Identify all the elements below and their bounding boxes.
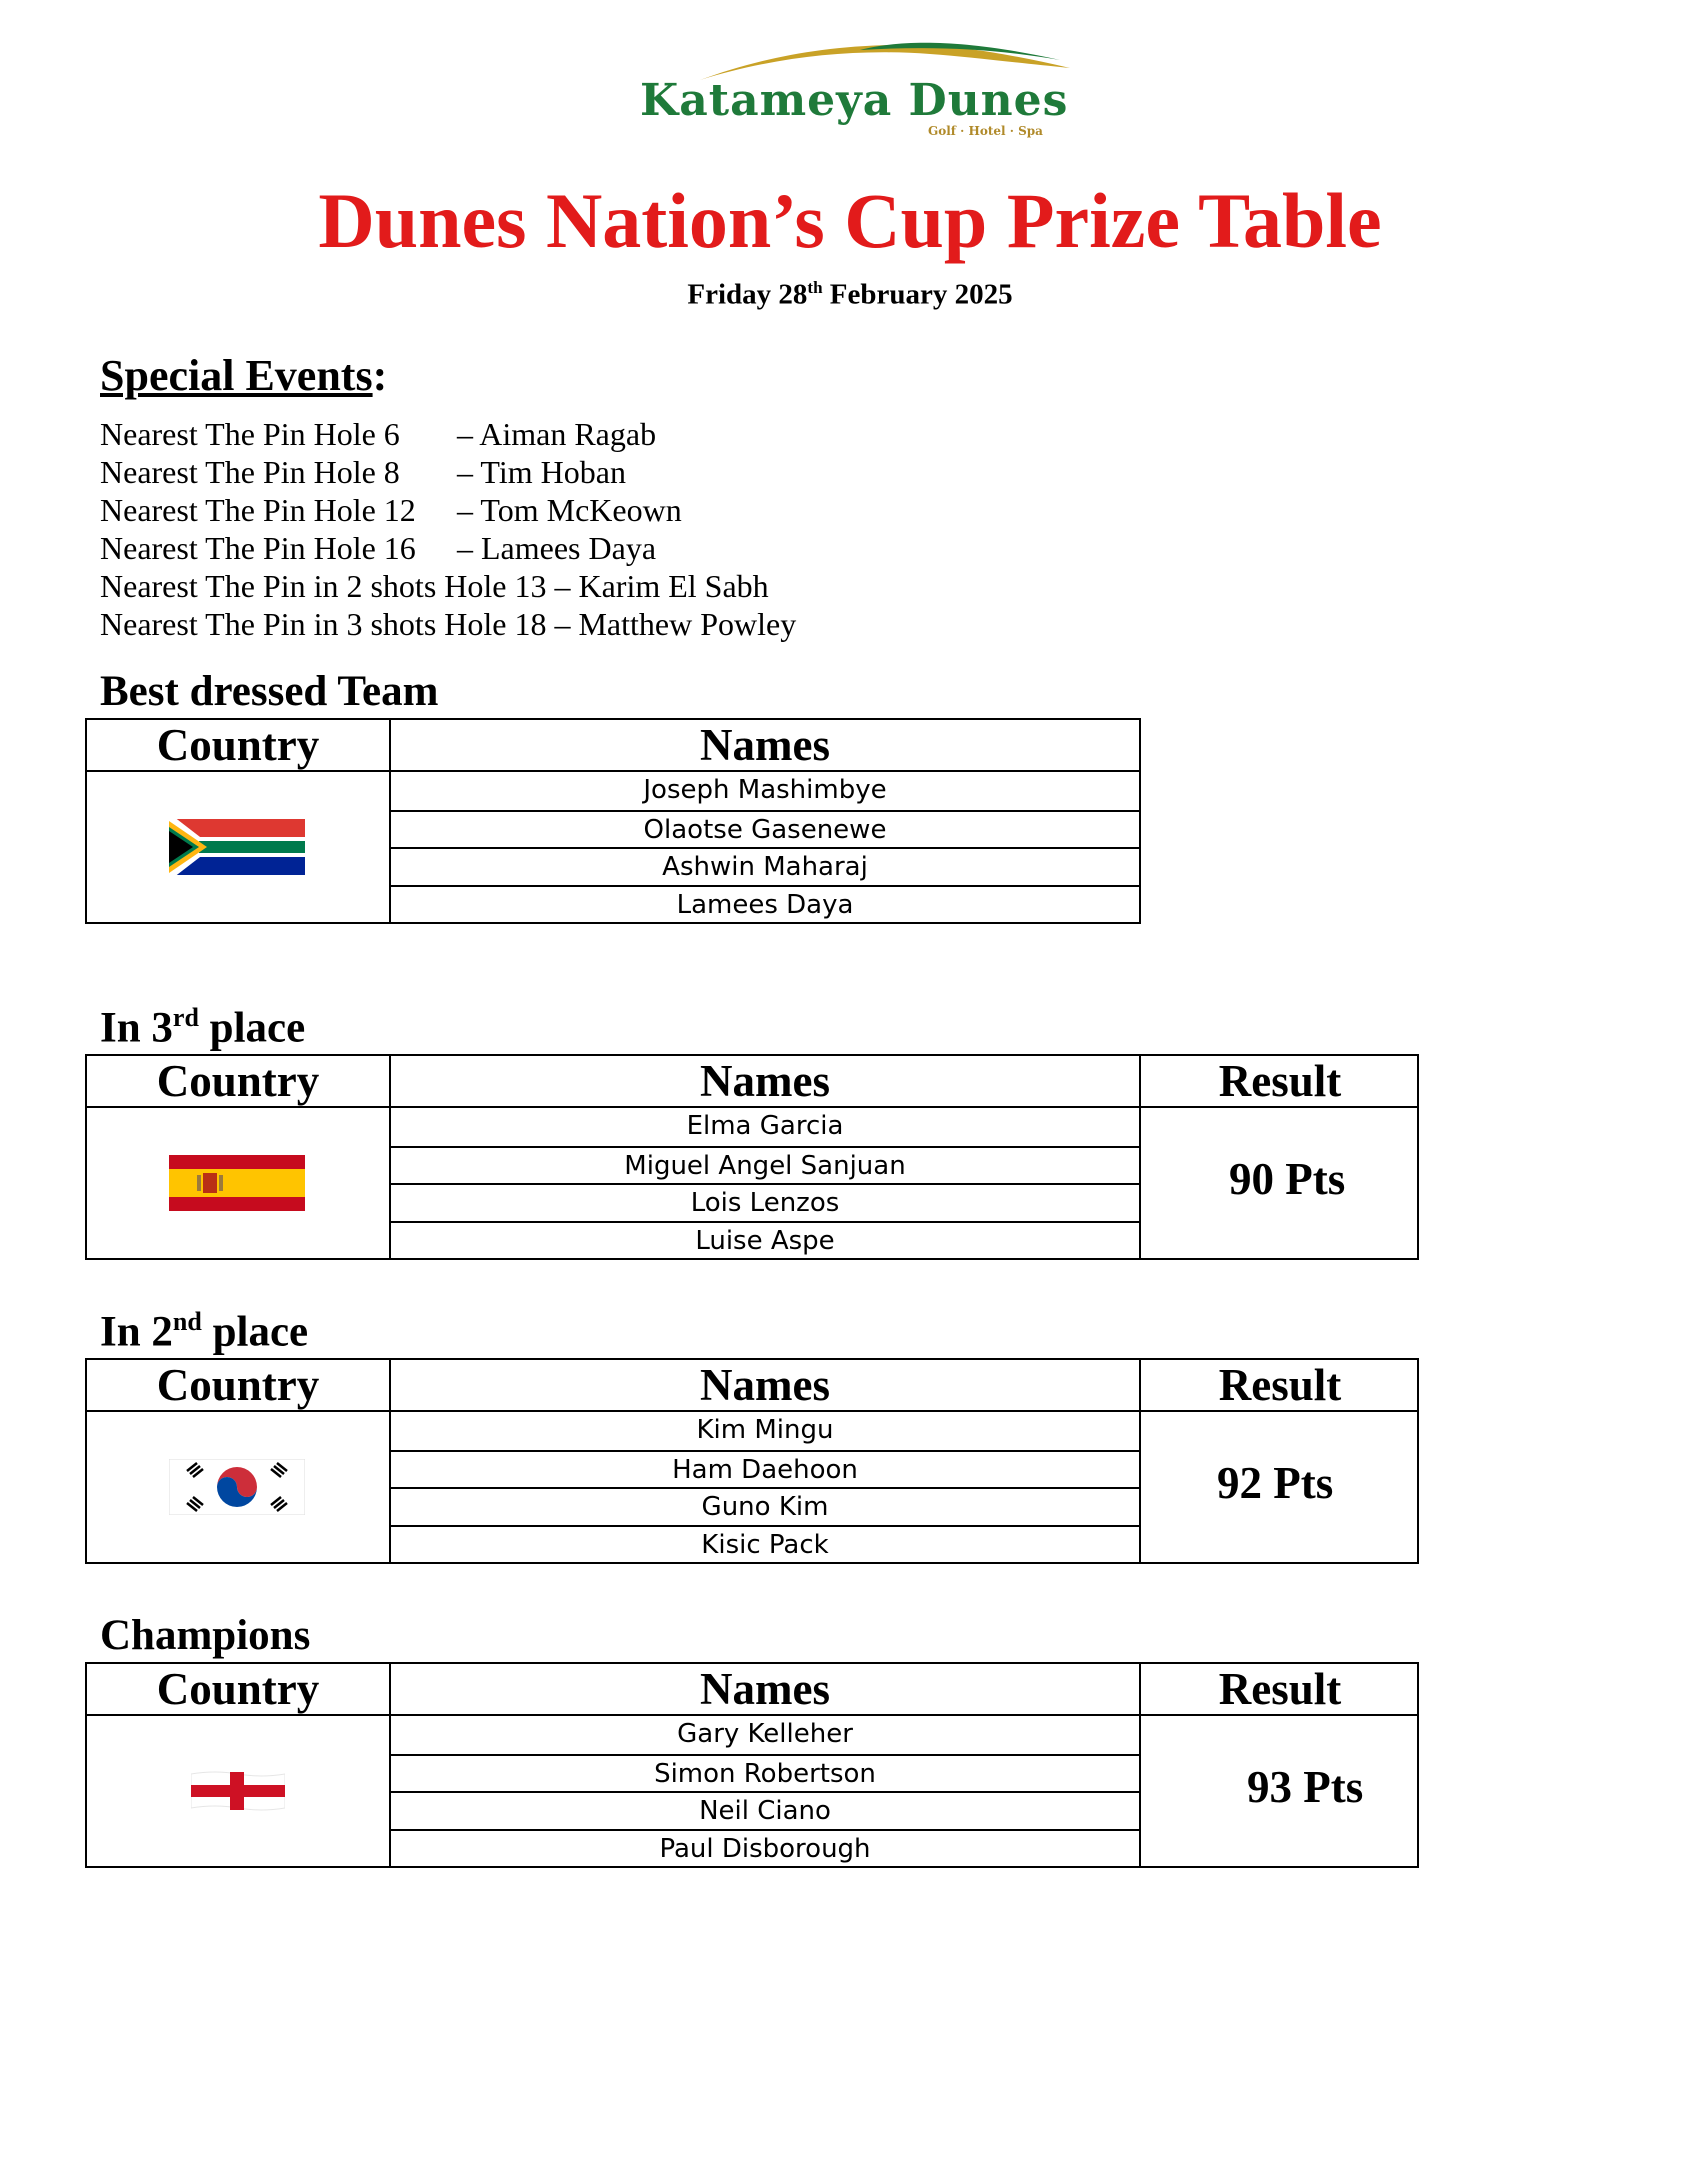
result-column bbox=[1139, 1716, 1419, 1866]
date-rest: February 2025 bbox=[822, 278, 1013, 311]
names-column bbox=[389, 772, 1139, 922]
event-label: Nearest The Pin Hole 8 bbox=[100, 454, 400, 490]
special-events-colon: : bbox=[372, 351, 388, 400]
names-column bbox=[389, 1716, 1139, 1866]
names-header: Names bbox=[389, 1360, 1139, 1410]
country-cell bbox=[87, 1716, 389, 1866]
result-header: Result bbox=[1139, 1360, 1419, 1410]
spain-flag-icon bbox=[169, 1155, 305, 1211]
second-heading-ordinal: nd bbox=[172, 1307, 202, 1336]
south-korea-flag-icon bbox=[169, 1459, 305, 1515]
event-winner: – Karim El Sabh bbox=[554, 568, 769, 604]
katameya-dunes-logo bbox=[630, 40, 1090, 145]
second-place-heading bbox=[100, 1307, 308, 1356]
team-member-name: Miguel Angel Sanjuan bbox=[391, 1146, 1139, 1184]
team-member-name: Luise Aspe bbox=[391, 1221, 1139, 1259]
logo-name: Katameya Dunes bbox=[640, 75, 1069, 126]
special-event-item bbox=[100, 605, 796, 643]
team-member-name: Joseph Mashimbye bbox=[643, 775, 887, 805]
special-event-item bbox=[100, 529, 796, 567]
south-africa-flag-icon bbox=[169, 819, 305, 875]
special-events-heading bbox=[100, 350, 387, 401]
event-date bbox=[0, 278, 1700, 312]
third-heading-ordinal: rd bbox=[172, 1003, 199, 1032]
logo-tagline: Golf · Hotel · Spa bbox=[928, 124, 1043, 138]
special-event-item bbox=[100, 453, 796, 491]
team-member-name: Simon Robertson bbox=[391, 1754, 1139, 1792]
special-events-list bbox=[100, 415, 796, 643]
names-column bbox=[389, 1108, 1139, 1258]
event-label: Nearest The Pin Hole 16 bbox=[100, 530, 416, 566]
event-label: Nearest The Pin Hole 12 bbox=[100, 492, 416, 528]
third-place-table bbox=[85, 1054, 1419, 1260]
event-label: Nearest The Pin Hole 6 bbox=[100, 416, 400, 452]
champions-table bbox=[85, 1662, 1419, 1868]
country-header: Country bbox=[156, 1664, 320, 1714]
date-prefix: Friday 28 bbox=[687, 278, 808, 311]
second-heading-place: place bbox=[201, 1308, 309, 1356]
team-member-name: Paul Disborough bbox=[391, 1829, 1139, 1867]
best-dressed-heading: Best dressed Team bbox=[100, 668, 439, 715]
country-cell bbox=[87, 1412, 389, 1562]
third-heading-place: place bbox=[198, 1004, 306, 1052]
special-event-item bbox=[100, 415, 796, 453]
event-winner: – Aiman Ragab bbox=[457, 416, 657, 452]
team-member-name: Lamees Daya bbox=[391, 885, 1139, 923]
special-event-item bbox=[100, 567, 796, 605]
result-value: 93 Pts bbox=[1247, 1762, 1364, 1812]
special-events-title: Special Events bbox=[100, 351, 373, 400]
event-winner: – Matthew Powley bbox=[554, 606, 797, 642]
best-dressed-table bbox=[85, 718, 1141, 924]
team-member-name: Lois Lenzos bbox=[391, 1183, 1139, 1221]
third-place-heading bbox=[100, 1003, 305, 1052]
date-ordinal: th bbox=[807, 278, 823, 297]
second-heading-text: In 2 bbox=[100, 1308, 173, 1356]
names-header: Names bbox=[389, 1056, 1139, 1106]
team-member-name: Gary Kelleher bbox=[677, 1719, 853, 1749]
team-member-name: Ashwin Maharaj bbox=[391, 847, 1139, 885]
event-label: Nearest The Pin in 2 shots Hole 13 bbox=[100, 568, 547, 604]
team-member-name: Elma Garcia bbox=[686, 1111, 844, 1141]
team-member-name: Guno Kim bbox=[391, 1487, 1139, 1525]
names-header: Names bbox=[389, 720, 1139, 770]
team-member-name: Ham Daehoon bbox=[391, 1450, 1139, 1488]
result-value: 90 Pts bbox=[1229, 1154, 1346, 1204]
event-winner: – Tom McKeown bbox=[457, 492, 682, 528]
team-member-name: Olaotse Gasenewe bbox=[391, 810, 1139, 848]
result-column bbox=[1139, 1412, 1419, 1562]
country-cell bbox=[87, 1108, 389, 1258]
result-value: 92 Pts bbox=[1217, 1458, 1334, 1508]
england-flag-icon bbox=[191, 1770, 285, 1812]
country-header: Country bbox=[156, 1360, 320, 1410]
third-heading-text: In 3 bbox=[100, 1004, 173, 1052]
champions-heading: Champions bbox=[100, 1612, 311, 1659]
country-header: Country bbox=[156, 1056, 320, 1106]
result-header: Result bbox=[1139, 1664, 1419, 1714]
result-header: Result bbox=[1139, 1056, 1419, 1106]
page-title: Dunes Nation’s Cup Prize Table bbox=[318, 177, 1382, 264]
team-member-name: Kim Mingu bbox=[696, 1415, 834, 1445]
team-member-name: Kisic Pack bbox=[391, 1525, 1139, 1563]
event-winner: – Lamees Daya bbox=[457, 530, 657, 566]
country-header: Country bbox=[156, 720, 320, 770]
special-event-item bbox=[100, 491, 796, 529]
event-label: Nearest The Pin in 3 shots Hole 18 bbox=[100, 606, 547, 642]
names-header: Names bbox=[389, 1664, 1139, 1714]
result-column bbox=[1139, 1108, 1419, 1258]
event-winner: – Tim Hoban bbox=[457, 454, 626, 490]
team-member-name: Neil Ciano bbox=[391, 1791, 1139, 1829]
second-place-table bbox=[85, 1358, 1419, 1564]
country-cell bbox=[87, 772, 389, 922]
names-column bbox=[389, 1412, 1139, 1562]
